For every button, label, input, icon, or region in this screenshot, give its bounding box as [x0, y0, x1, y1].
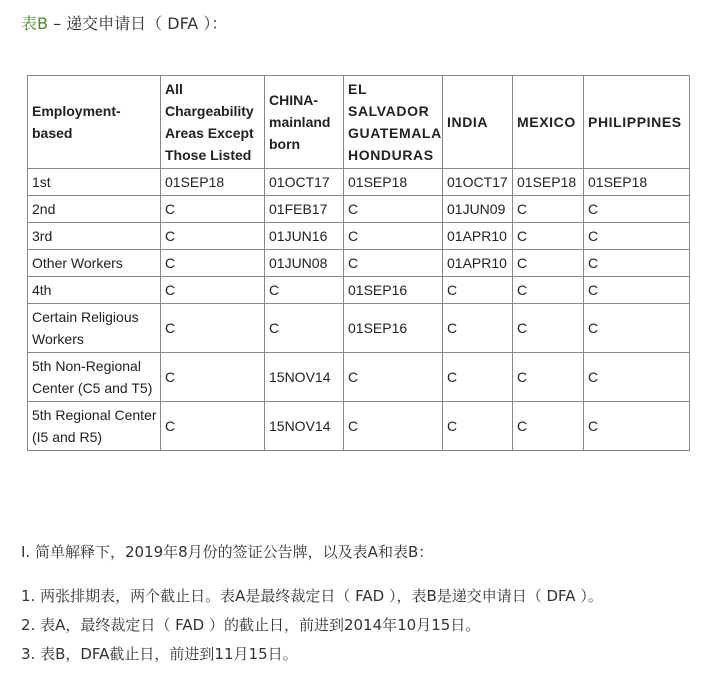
table-cell: C — [584, 402, 690, 451]
table-cell: C — [584, 223, 690, 250]
table-cell: 01OCT17 — [443, 169, 513, 196]
table-cell: 01SEP18 — [513, 169, 584, 196]
table-row — [28, 304, 690, 353]
row-category: 4th — [28, 277, 161, 304]
row-category: 3rd — [28, 223, 161, 250]
table-cell: C — [584, 250, 690, 277]
table-cell: C — [513, 402, 584, 451]
table-cell: C — [161, 402, 265, 451]
table-row — [28, 402, 690, 451]
note-item: 1. 两张排期表，两个截止日。表A是最终裁定日（ FAD ），表B是递交申请日（ DFA ）。 — [21, 587, 603, 605]
table-cell: 01JUN08 — [265, 250, 344, 277]
table-cell: C — [443, 402, 513, 451]
row-category: Certain Religious Workers — [28, 304, 161, 353]
table-cell: C — [584, 196, 690, 223]
table-b-heading — [21, 12, 227, 36]
table-cell: C — [265, 304, 344, 353]
table-row — [28, 196, 690, 223]
table-b-label: 表B — [21, 14, 48, 33]
table-row — [28, 169, 690, 196]
table-cell: C — [443, 353, 513, 402]
notes-intro: I. 简单解释下，2019年8月份的签证公告牌，以及表A和表B： — [21, 543, 434, 561]
row-category: Other Workers — [28, 250, 161, 277]
table-cell: C — [584, 277, 690, 304]
row-category: 2nd — [28, 196, 161, 223]
table-row — [28, 250, 690, 277]
table-cell: C — [443, 304, 513, 353]
column-header: EL SALVADOR GUATEMALA HONDURAS — [344, 76, 443, 169]
table-row — [28, 277, 690, 304]
table-cell: C — [344, 402, 443, 451]
table-cell: C — [161, 196, 265, 223]
column-header: INDIA — [443, 76, 513, 169]
column-header: MEXICO — [513, 76, 584, 169]
table-cell: 01SEP18 — [344, 169, 443, 196]
column-header: Employment-based — [28, 76, 161, 169]
table-cell: C — [161, 223, 265, 250]
table-cell: C — [161, 353, 265, 402]
note-item: 2. 表A，最终裁定日（ FAD ）的截止日，前进到2014年10月15日。 — [21, 616, 481, 634]
table-cell: 01SEP16 — [344, 304, 443, 353]
table-cell: C — [513, 196, 584, 223]
dates-for-filing-table — [27, 75, 690, 451]
table-b-title: – 递交申请日（ DFA ）： — [47, 14, 228, 33]
table-cell: C — [443, 277, 513, 304]
table-cell: 01APR10 — [443, 223, 513, 250]
table-cell: C — [584, 353, 690, 402]
table-cell: 01JUN16 — [265, 223, 344, 250]
table-cell: 01FEB17 — [265, 196, 344, 223]
table-cell: 01JUN09 — [443, 196, 513, 223]
table-row — [28, 353, 690, 402]
column-header: All Chargeability Areas Except Those Listed — [161, 76, 265, 169]
row-category: 1st — [28, 169, 161, 196]
table-cell: 01SEP18 — [161, 169, 265, 196]
table-cell: C — [161, 304, 265, 353]
table-cell: C — [344, 353, 443, 402]
table-cell: C — [344, 196, 443, 223]
table-row — [28, 223, 690, 250]
table-cell: C — [513, 353, 584, 402]
table-cell: C — [513, 277, 584, 304]
table-cell: 01OCT17 — [265, 169, 344, 196]
table-cell: C — [584, 304, 690, 353]
table-cell: 15NOV14 — [265, 353, 344, 402]
table-cell: 01SEP16 — [344, 277, 443, 304]
explanation-notes — [21, 541, 603, 672]
table-cell: 01APR10 — [443, 250, 513, 277]
table-cell: C — [344, 250, 443, 277]
table-cell: 15NOV14 — [265, 402, 344, 451]
table-cell: C — [344, 223, 443, 250]
table-cell: C — [161, 277, 265, 304]
table-cell: C — [513, 223, 584, 250]
table-cell: C — [513, 250, 584, 277]
column-header: CHINA-mainland born — [265, 76, 344, 169]
spacer — [21, 563, 603, 585]
table-cell: 01SEP18 — [584, 169, 690, 196]
row-category: 5th Regional Center (I5 and R5) — [28, 402, 161, 451]
table-header-row — [28, 76, 690, 169]
column-header: PHILIPPINES — [584, 76, 690, 169]
table-cell: C — [265, 277, 344, 304]
row-category: 5th Non-Regional Center (C5 and T5) — [28, 353, 161, 402]
table-cell: C — [161, 250, 265, 277]
note-item: 3. 表B，DFA截止日，前进到11月15日。 — [21, 645, 298, 663]
table-cell: C — [513, 304, 584, 353]
